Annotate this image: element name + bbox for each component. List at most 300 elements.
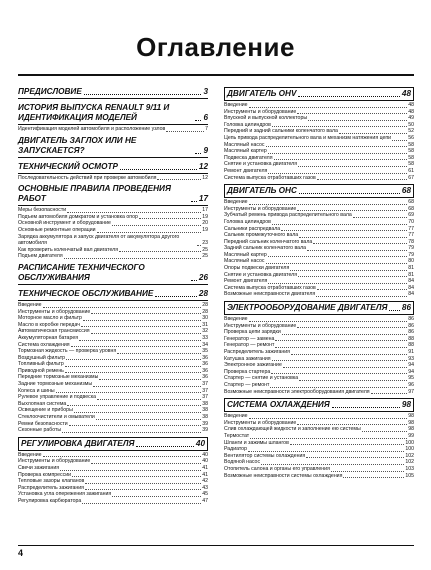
toc-section-header[interactable] [18, 103, 208, 123]
dot-leader [268, 153, 407, 154]
toc-entry[interactable] [18, 315, 208, 322]
dot-leader [290, 270, 407, 271]
entry-title: Генератор — ремонт [224, 342, 275, 349]
entry-page: 88 [408, 335, 414, 342]
entry-title: Последовательность действий при проверке автомобиля [18, 174, 157, 181]
dot-leader [389, 310, 399, 311]
section-page: 86 [401, 303, 411, 313]
dot-leader [313, 243, 407, 244]
toc-entry[interactable] [18, 328, 208, 335]
section-rule [18, 300, 208, 301]
toc-entry[interactable] [224, 466, 414, 473]
toc-entry[interactable] [18, 220, 208, 227]
section-page: 48 [401, 89, 411, 98]
entry-title: Освещение и приборы [18, 407, 73, 414]
dot-leader [66, 359, 201, 360]
entry-title: Основные ремонтные операции [18, 226, 96, 233]
section-title: ОСНОВНЫЕ ПРАВИЛА ПРОВЕДЕНИЯ РАБОТ [18, 184, 171, 204]
toc-entry[interactable] [224, 175, 414, 182]
entry-title: Проверка цепи зарядки [224, 329, 281, 336]
dot-leader [191, 201, 197, 202]
toc-entry[interactable] [224, 285, 414, 292]
section-rule [18, 157, 208, 158]
entry-title: Передние тормозные механизмы [18, 374, 99, 381]
entry-page: 23 [202, 240, 208, 247]
toc-entry[interactable] [18, 414, 208, 421]
entry-title: Снятие и установка двигателя [224, 271, 298, 278]
dot-leader [362, 431, 408, 432]
toc-entry[interactable] [18, 394, 208, 401]
section-rule [18, 98, 208, 99]
toc-entry[interactable] [18, 207, 208, 214]
entry-title: Рулевое управление и подвеска [18, 394, 96, 401]
entry-title: Цепь привода распределительного вала и механизм натяжения цепи [224, 134, 392, 141]
entry-title: Отопитель салона и органы его управления [224, 465, 330, 472]
dot-leader [155, 296, 197, 297]
toc-entry[interactable] [224, 426, 414, 433]
dot-leader [99, 379, 201, 380]
section-rule [18, 205, 208, 206]
toc-entry[interactable] [18, 361, 208, 368]
dot-leader [331, 471, 404, 472]
toc-entry[interactable] [224, 446, 414, 453]
dot-leader [275, 340, 407, 341]
section-title: ЭЛЕКТРООБОРУДОВАНИЕ ДВИГАТЕЛЯ [227, 303, 388, 313]
toc-section [18, 437, 208, 508]
entry-page: 37 [202, 394, 208, 401]
toc-section-header[interactable] [224, 301, 414, 315]
page-title: Оглавление [136, 32, 295, 62]
entry-title: Тепловые зазоры клапанов [18, 478, 85, 485]
entry-title: Снятие и установка двигателя [224, 161, 298, 168]
toc-entry[interactable] [224, 413, 414, 420]
page-number: 4 [18, 548, 24, 558]
dot-leader [249, 107, 408, 108]
dot-leader [139, 218, 201, 219]
toc-entry[interactable] [18, 342, 208, 349]
section-title: СИСТЕМА ОХЛАЖДЕНИЯ [227, 400, 330, 410]
dot-leader [67, 212, 201, 213]
entry-title: Масло в коробке передач [18, 321, 80, 328]
entry-page: 12 [202, 174, 208, 181]
toc-right-column [224, 87, 414, 482]
entry-title: Зарядка аккумулятора и запуск двигателя от аккумулятора другого автомобиля [18, 233, 180, 247]
entry-title: Идентификация моделей автомобиля и расположение узлов [18, 126, 166, 132]
entry-page: 38 [202, 414, 208, 421]
entry-title: Ремонт двигателя [224, 167, 268, 174]
entry-page: 81 [408, 265, 414, 272]
dot-leader [307, 250, 407, 251]
toc-entry[interactable] [18, 465, 208, 472]
entry-title: Система охлаждения [18, 341, 70, 348]
section-title: РАСПИСАНИЕ ТЕХНИЧЕСКОГО ОБСЛУЖИВАНИЯ [18, 262, 145, 282]
dot-leader [62, 432, 201, 433]
toc-entry[interactable] [224, 168, 414, 175]
toc-entry[interactable] [224, 459, 414, 466]
dot-leader [117, 353, 201, 354]
entry-page: 58 [408, 161, 414, 168]
dot-leader [261, 464, 404, 465]
entry-title: Регулировка карбюратора [18, 497, 82, 504]
entry-page: 39 [202, 420, 208, 427]
toc-section [224, 87, 414, 184]
toc-entry[interactable] [224, 291, 414, 298]
entry-page: 98 [408, 426, 414, 433]
entry-page: 36 [202, 354, 208, 361]
dot-leader [332, 407, 400, 408]
toc-entry[interactable] [224, 316, 414, 323]
entry-title: Головка цилиндров [224, 218, 271, 225]
entry-title: Задние тормозные механизмы [18, 381, 93, 388]
toc-section [18, 136, 208, 162]
dot-leader [56, 392, 202, 393]
toc-entry[interactable] [224, 329, 414, 336]
entry-title: Масляный насос [224, 258, 265, 265]
entry-page: 40 [202, 451, 208, 458]
dot-leader [60, 470, 201, 471]
dot-leader [195, 153, 201, 154]
entry-page: 69 [408, 212, 414, 219]
toc-left-column [18, 87, 208, 508]
toc-entry[interactable] [18, 322, 208, 329]
dot-leader [298, 276, 407, 277]
toc-entry[interactable] [224, 226, 414, 233]
dot-leader [298, 166, 407, 167]
toc-section [224, 184, 414, 301]
entry-page: 38 [202, 400, 208, 407]
entry-page: 84 [408, 278, 414, 285]
toc-section [18, 103, 208, 136]
entry-page: 93 [408, 355, 414, 362]
entry-page: 34 [202, 341, 208, 348]
toc-entry[interactable] [224, 356, 414, 363]
entry-title: Основной инструмент и оборудование [18, 220, 111, 227]
toc-entry[interactable] [18, 335, 208, 342]
entry-title: Стартер — снятие и установка [224, 375, 299, 382]
toc-entry[interactable] [18, 498, 208, 505]
entry-title: Радиатор [224, 446, 247, 453]
toc-entry[interactable] [18, 381, 208, 388]
entry-page: 31 [202, 321, 208, 328]
toc-section-header[interactable] [18, 289, 208, 299]
toc-section [18, 162, 208, 185]
entry-page: 47 [202, 497, 208, 504]
entry-page: 49 [408, 115, 414, 122]
entry-page: 41 [202, 465, 208, 471]
entry-title: Слив охлаждающей жидкости и заполнение ею системы [224, 426, 361, 433]
entry-page: 32 [202, 328, 208, 335]
entry-page: 86 [408, 322, 414, 329]
entry-page: 67 [408, 174, 414, 181]
toc-entry[interactable] [224, 342, 414, 349]
entry-page: 48 [408, 102, 414, 108]
dot-leader [43, 307, 202, 308]
entry-title: Распределитель зажигания [18, 484, 84, 491]
entry-page: 38 [202, 407, 208, 414]
entry-title: Введение [224, 413, 248, 420]
toc-entry[interactable] [18, 175, 208, 182]
entry-page: 25 [202, 246, 208, 253]
entry-title: Подъем двигателя [18, 253, 63, 260]
entry-title: Свечи зажигания [18, 465, 60, 471]
entry-page: 70 [408, 218, 414, 225]
entry-title: Возможные неисправности системы охлаждения [224, 472, 343, 479]
toc-entry[interactable] [224, 278, 414, 285]
dot-leader [299, 237, 407, 238]
entry-page: 77 [408, 225, 414, 232]
entry-page: 17 [202, 207, 208, 214]
dot-leader [281, 230, 407, 231]
section-page: 6 [203, 113, 208, 122]
toc-entry[interactable] [224, 102, 414, 109]
entry-title: Приводной ремень [18, 367, 64, 374]
toc-entry[interactable] [18, 253, 208, 260]
toc-entry[interactable] [224, 232, 414, 239]
toc-entry[interactable] [224, 382, 414, 389]
entry-page: 61 [408, 167, 414, 174]
entry-page: 7 [205, 126, 208, 132]
entry-title: Впускной и выпускной коллекторы [224, 115, 308, 122]
entry-title: Сезонные работы [18, 427, 62, 434]
toc-section-header[interactable] [18, 263, 208, 283]
toc-section-header[interactable] [224, 184, 414, 198]
entry-page: 80 [408, 258, 414, 265]
toc-entry[interactable] [18, 126, 208, 133]
entry-title: Задний сальник коленчатого вала [224, 245, 306, 252]
dot-leader [270, 387, 407, 388]
entry-page: 96 [408, 381, 414, 388]
entry-title: Подвеска двигателя [224, 154, 273, 161]
entry-page: 78 [408, 238, 414, 245]
toc-entry[interactable] [224, 161, 414, 168]
entry-title: Колеса и шины [18, 387, 55, 394]
entry-page: 105 [405, 472, 414, 479]
entry-title: Водяной насос [224, 459, 261, 466]
dot-leader [291, 354, 407, 355]
entry-page: 68 [408, 199, 414, 206]
dot-leader [283, 367, 407, 368]
toc-entry[interactable] [224, 265, 414, 272]
entry-title: Масляный картер [224, 148, 267, 155]
entry-page: 100 [405, 446, 414, 453]
toc-entry[interactable] [224, 433, 414, 440]
toc-entry[interactable] [224, 336, 414, 343]
section-title: ДВИГАТЕЛЬ OHV [227, 89, 297, 98]
dot-leader [112, 496, 201, 497]
toc-section-header[interactable] [18, 162, 208, 172]
entry-page: 28 [202, 301, 208, 308]
toc-entry[interactable] [224, 272, 414, 279]
entry-page: 102 [405, 452, 414, 459]
section-title: ДВИГАТЕЛЬ ЗАГЛОХ ИЛИ НЕ ЗАПУСКАЕТСЯ? [18, 135, 137, 155]
toc-section-header[interactable] [18, 136, 208, 156]
entry-title: Ремни безопасности [18, 420, 68, 427]
entry-title: Опоры подвески двигателя [224, 265, 290, 272]
entry-page: 99 [408, 432, 414, 439]
entry-page: 81 [408, 271, 414, 278]
section-page: 28 [198, 288, 208, 298]
entry-title: Головка цилиндров [224, 121, 271, 128]
section-title: ДВИГАТЕЛЬ OHC [227, 186, 297, 196]
dot-leader [83, 320, 201, 321]
entry-page: 30 [202, 315, 208, 322]
entry-title: Введение [18, 301, 42, 308]
toc-section-header[interactable] [224, 398, 414, 412]
dot-leader [74, 412, 201, 413]
entry-page: 94 [408, 362, 414, 369]
entry-page: 95 [408, 375, 414, 382]
dot-leader [84, 94, 202, 95]
dot-leader [67, 405, 201, 406]
entry-title: Выхлопная система [18, 400, 67, 407]
dot-leader [249, 321, 408, 322]
entry-page: 98 [408, 413, 414, 420]
section-page: 12 [198, 161, 208, 171]
toc-entry[interactable] [224, 323, 414, 330]
dot-leader [299, 380, 407, 381]
entry-title: Возможные неисправности электрооборудования двигателя [224, 388, 370, 395]
toc-entry[interactable] [18, 421, 208, 428]
toc-section-header[interactable] [18, 184, 208, 204]
title-divider [18, 74, 414, 76]
toc-entry[interactable] [224, 473, 414, 480]
toc-entry[interactable] [224, 128, 414, 135]
toc-entry[interactable] [224, 155, 414, 162]
toc-entry[interactable] [224, 115, 414, 122]
toc-entry[interactable] [224, 258, 414, 265]
toc-entry[interactable] [224, 212, 414, 219]
toc-entry[interactable] [18, 478, 208, 485]
entry-page: 58 [408, 148, 414, 155]
dot-leader [317, 179, 407, 180]
toc-entry[interactable] [18, 472, 208, 479]
dot-leader [316, 296, 407, 297]
entry-page: 50 [408, 121, 414, 128]
dot-leader [91, 463, 201, 464]
entry-title: Электронное зажигание [224, 362, 282, 369]
footer-divider [18, 545, 414, 546]
entry-title: Моторное масло и фильтр [18, 315, 82, 322]
dot-leader [85, 489, 201, 490]
entry-page: 36 [202, 361, 208, 368]
entry-title: Инструменты и оборудование [18, 458, 91, 465]
dot-leader [91, 313, 201, 314]
dot-leader [43, 456, 202, 457]
entry-title: Масляный насос [224, 141, 265, 148]
entry-title: Генератор — замена [224, 335, 275, 342]
section-title: ТЕХНИЧЕСКОЕ ОБСЛУЖИВАНИЕ [18, 288, 154, 298]
dot-leader [91, 333, 202, 334]
section-rule [18, 173, 208, 174]
dot-leader [157, 179, 201, 180]
entry-title: Меры безопасности [18, 207, 67, 214]
entry-title: Проверка стартера [224, 368, 271, 375]
entry-page: 25 [202, 253, 208, 260]
dot-leader [317, 289, 407, 290]
entry-page: 58 [408, 154, 414, 161]
toc-entry[interactable] [224, 362, 414, 369]
toc-entry[interactable] [224, 199, 414, 206]
toc-entry[interactable] [224, 369, 414, 376]
toc-section [18, 263, 208, 289]
toc-entry[interactable] [18, 388, 208, 395]
toc-entry[interactable] [18, 309, 208, 316]
dot-leader [268, 256, 407, 257]
entry-page: 33 [202, 334, 208, 341]
toc-entry[interactable] [18, 407, 208, 414]
toc-entry[interactable] [224, 440, 414, 447]
dot-leader [93, 386, 201, 387]
toc-entry[interactable] [224, 219, 414, 226]
section-gap [18, 505, 208, 508]
toc-section [224, 301, 414, 398]
toc-entry[interactable] [18, 247, 208, 254]
toc-section [224, 398, 414, 482]
entry-title: Проверка компрессии [18, 471, 72, 478]
toc-entry[interactable] [224, 135, 414, 142]
entry-page: 84 [408, 291, 414, 298]
dot-leader [298, 96, 399, 97]
dot-leader [297, 113, 407, 114]
toc-entry[interactable] [18, 452, 208, 459]
entry-page: 102 [405, 459, 414, 466]
entry-title: Как проверить коленчатый вал двигателя [18, 246, 119, 253]
entry-title: Инструменты и оборудование [224, 419, 297, 426]
entry-page: 86 [408, 329, 414, 336]
toc-entry[interactable] [18, 427, 208, 434]
toc-entry[interactable] [18, 458, 208, 465]
entry-title: Система выпуска отработавших газов [224, 174, 316, 181]
toc-entry[interactable] [224, 245, 414, 252]
entry-title: Установка угла опережения зажигания [18, 491, 112, 498]
toc-entry[interactable] [224, 375, 414, 382]
dot-leader [97, 232, 202, 233]
toc-entry[interactable] [224, 349, 414, 356]
entry-page: 84 [408, 284, 414, 291]
toc-entry[interactable] [18, 485, 208, 492]
section-page: 9 [203, 145, 208, 155]
toc-section-header[interactable] [18, 87, 208, 97]
dot-leader [79, 340, 201, 341]
toc-entry[interactable] [18, 348, 208, 355]
toc-entry[interactable] [18, 302, 208, 309]
entry-page: 103 [405, 465, 414, 472]
toc-entry[interactable] [18, 227, 208, 234]
dot-leader [266, 146, 408, 147]
entry-title: Передний и задний сальники коленчатого вала [224, 128, 338, 135]
toc-entry[interactable] [18, 374, 208, 381]
toc-entry[interactable] [18, 491, 208, 498]
toc-entry[interactable] [224, 389, 414, 396]
dot-leader [268, 173, 407, 174]
entry-page: 40 [202, 458, 208, 465]
entry-title: Инструменты и оборудование [18, 308, 91, 315]
toc-entry[interactable] [18, 401, 208, 408]
toc-entry[interactable] [18, 368, 208, 375]
dot-leader [275, 347, 407, 348]
entry-page: 79 [408, 251, 414, 258]
toc-section-header[interactable] [224, 87, 414, 101]
dot-leader [268, 283, 407, 284]
toc-entry[interactable] [224, 148, 414, 155]
dot-leader [97, 399, 201, 400]
toc-entry[interactable] [18, 234, 208, 247]
entry-page: 48 [408, 108, 414, 115]
dot-leader [353, 217, 407, 218]
dot-leader [249, 204, 408, 205]
entry-page: 37 [202, 387, 208, 394]
toc-section-header[interactable] [18, 437, 208, 451]
